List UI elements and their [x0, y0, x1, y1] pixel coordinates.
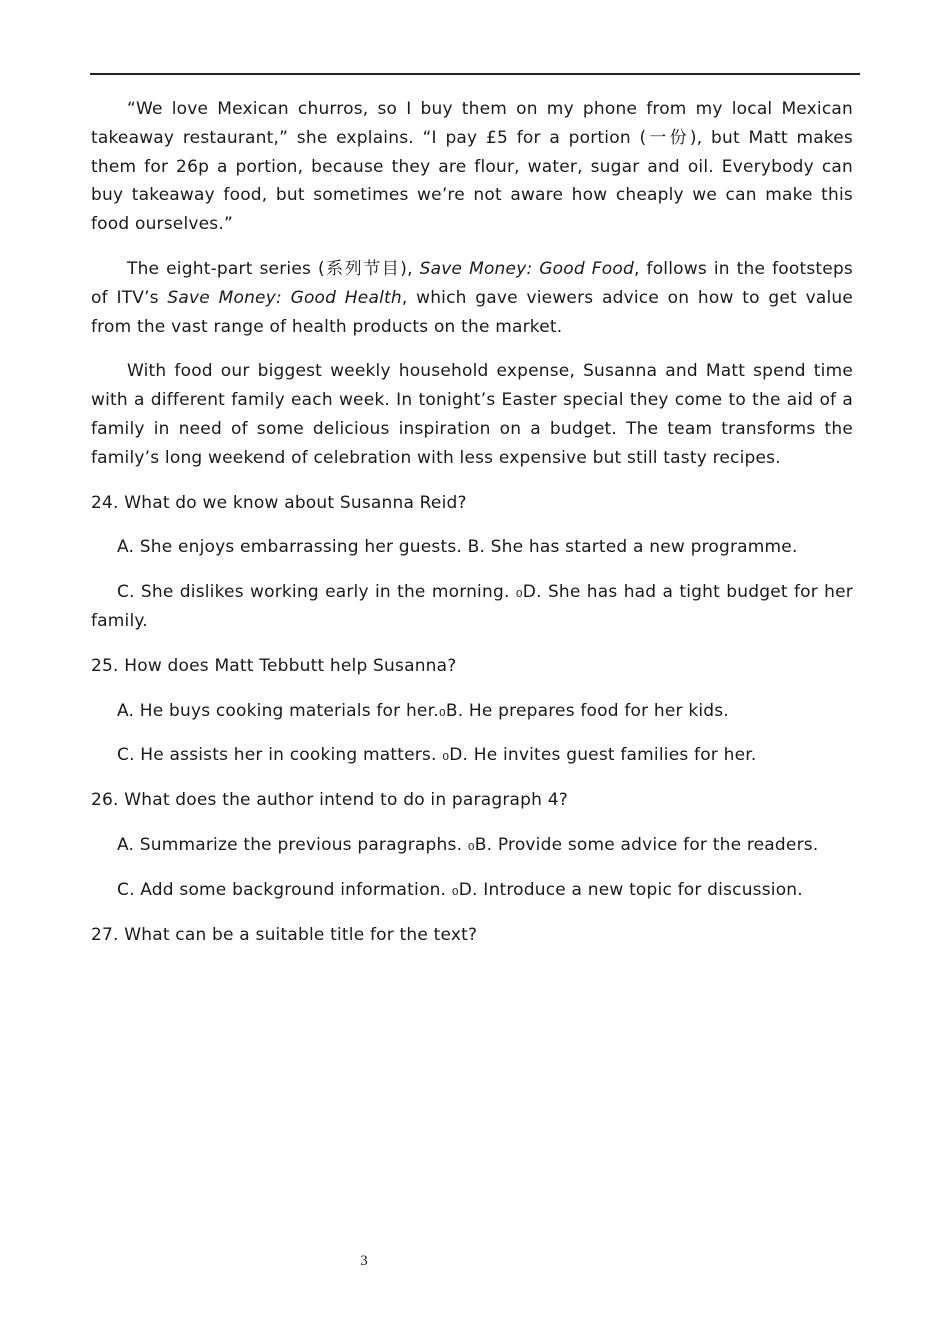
series-title-good-health: Save Money: Good Health: [167, 287, 402, 308]
paragraph-series: [91, 255, 853, 341]
question-25-options-ab: A. He buys cooking materials for her.₀B. He prepares food for her kids.: [117, 700, 729, 721]
question-26-options-cd: C. Add some background information. ₀D. Introduce a new topic for discussion.: [117, 879, 803, 900]
question-25-options-cd: C. He assists her in cooking matters. ₀D. He invites guest families for her.: [117, 745, 757, 766]
question-26-stem: 26. What does the author intend to do in paragraph 4?: [91, 790, 568, 811]
series-text-mid: , follows in the footsteps of ITV’s: [91, 258, 853, 308]
paragraph-family: With food our biggest weekly household expense, Susanna and Matt spend time with a different family each week. In tonight’s Easter special they come to the aid of a family in need of some delicious inspiration on a budget. The team transforms the family’s long weekend of celebration with less expensive but still tasty recipes.: [91, 361, 853, 468]
series-text-post: , which gave viewers advice on how to get value from the vast range of health products on the market.: [91, 287, 853, 337]
header-rule: [90, 73, 860, 75]
question-26-options-ab: A. Summarize the previous paragraphs. ₀B. Provide some advice for the readers.: [117, 834, 819, 855]
question-27-stem: 27. What can be a suitable title for the text?: [91, 924, 478, 945]
page-number: 3: [360, 1253, 368, 1269]
question-25-stem: 25. How does Matt Tebbutt help Susanna?: [91, 655, 457, 676]
series-text-pre: The eight-part series (系列节目),: [127, 258, 420, 279]
question-24-stem: 24. What do we know about Susanna Reid?: [91, 492, 467, 513]
series-title-good-food: Save Money: Good Food: [419, 258, 634, 279]
question-24-options-cd: C. She dislikes working early in the morning. ₀D. She has had a tight budget for her family.: [91, 582, 853, 631]
document-body: [91, 95, 853, 965]
question-24-options-ab: A. She enjoys embarrassing her guests. B. She has started a new programme.: [117, 537, 798, 558]
paragraph-quote: “We love Mexican churros, so I buy them on my phone from my local Mexican takeaway restaurant,” she explains. “I pay £5 for a portion (一份), but Matt makes them for 26p a portion, because they are flour, water, sugar and oil. Everybody can buy takeaway food, but sometimes we’re not aware how cheaply we can make this food ourselves.”: [91, 99, 853, 235]
